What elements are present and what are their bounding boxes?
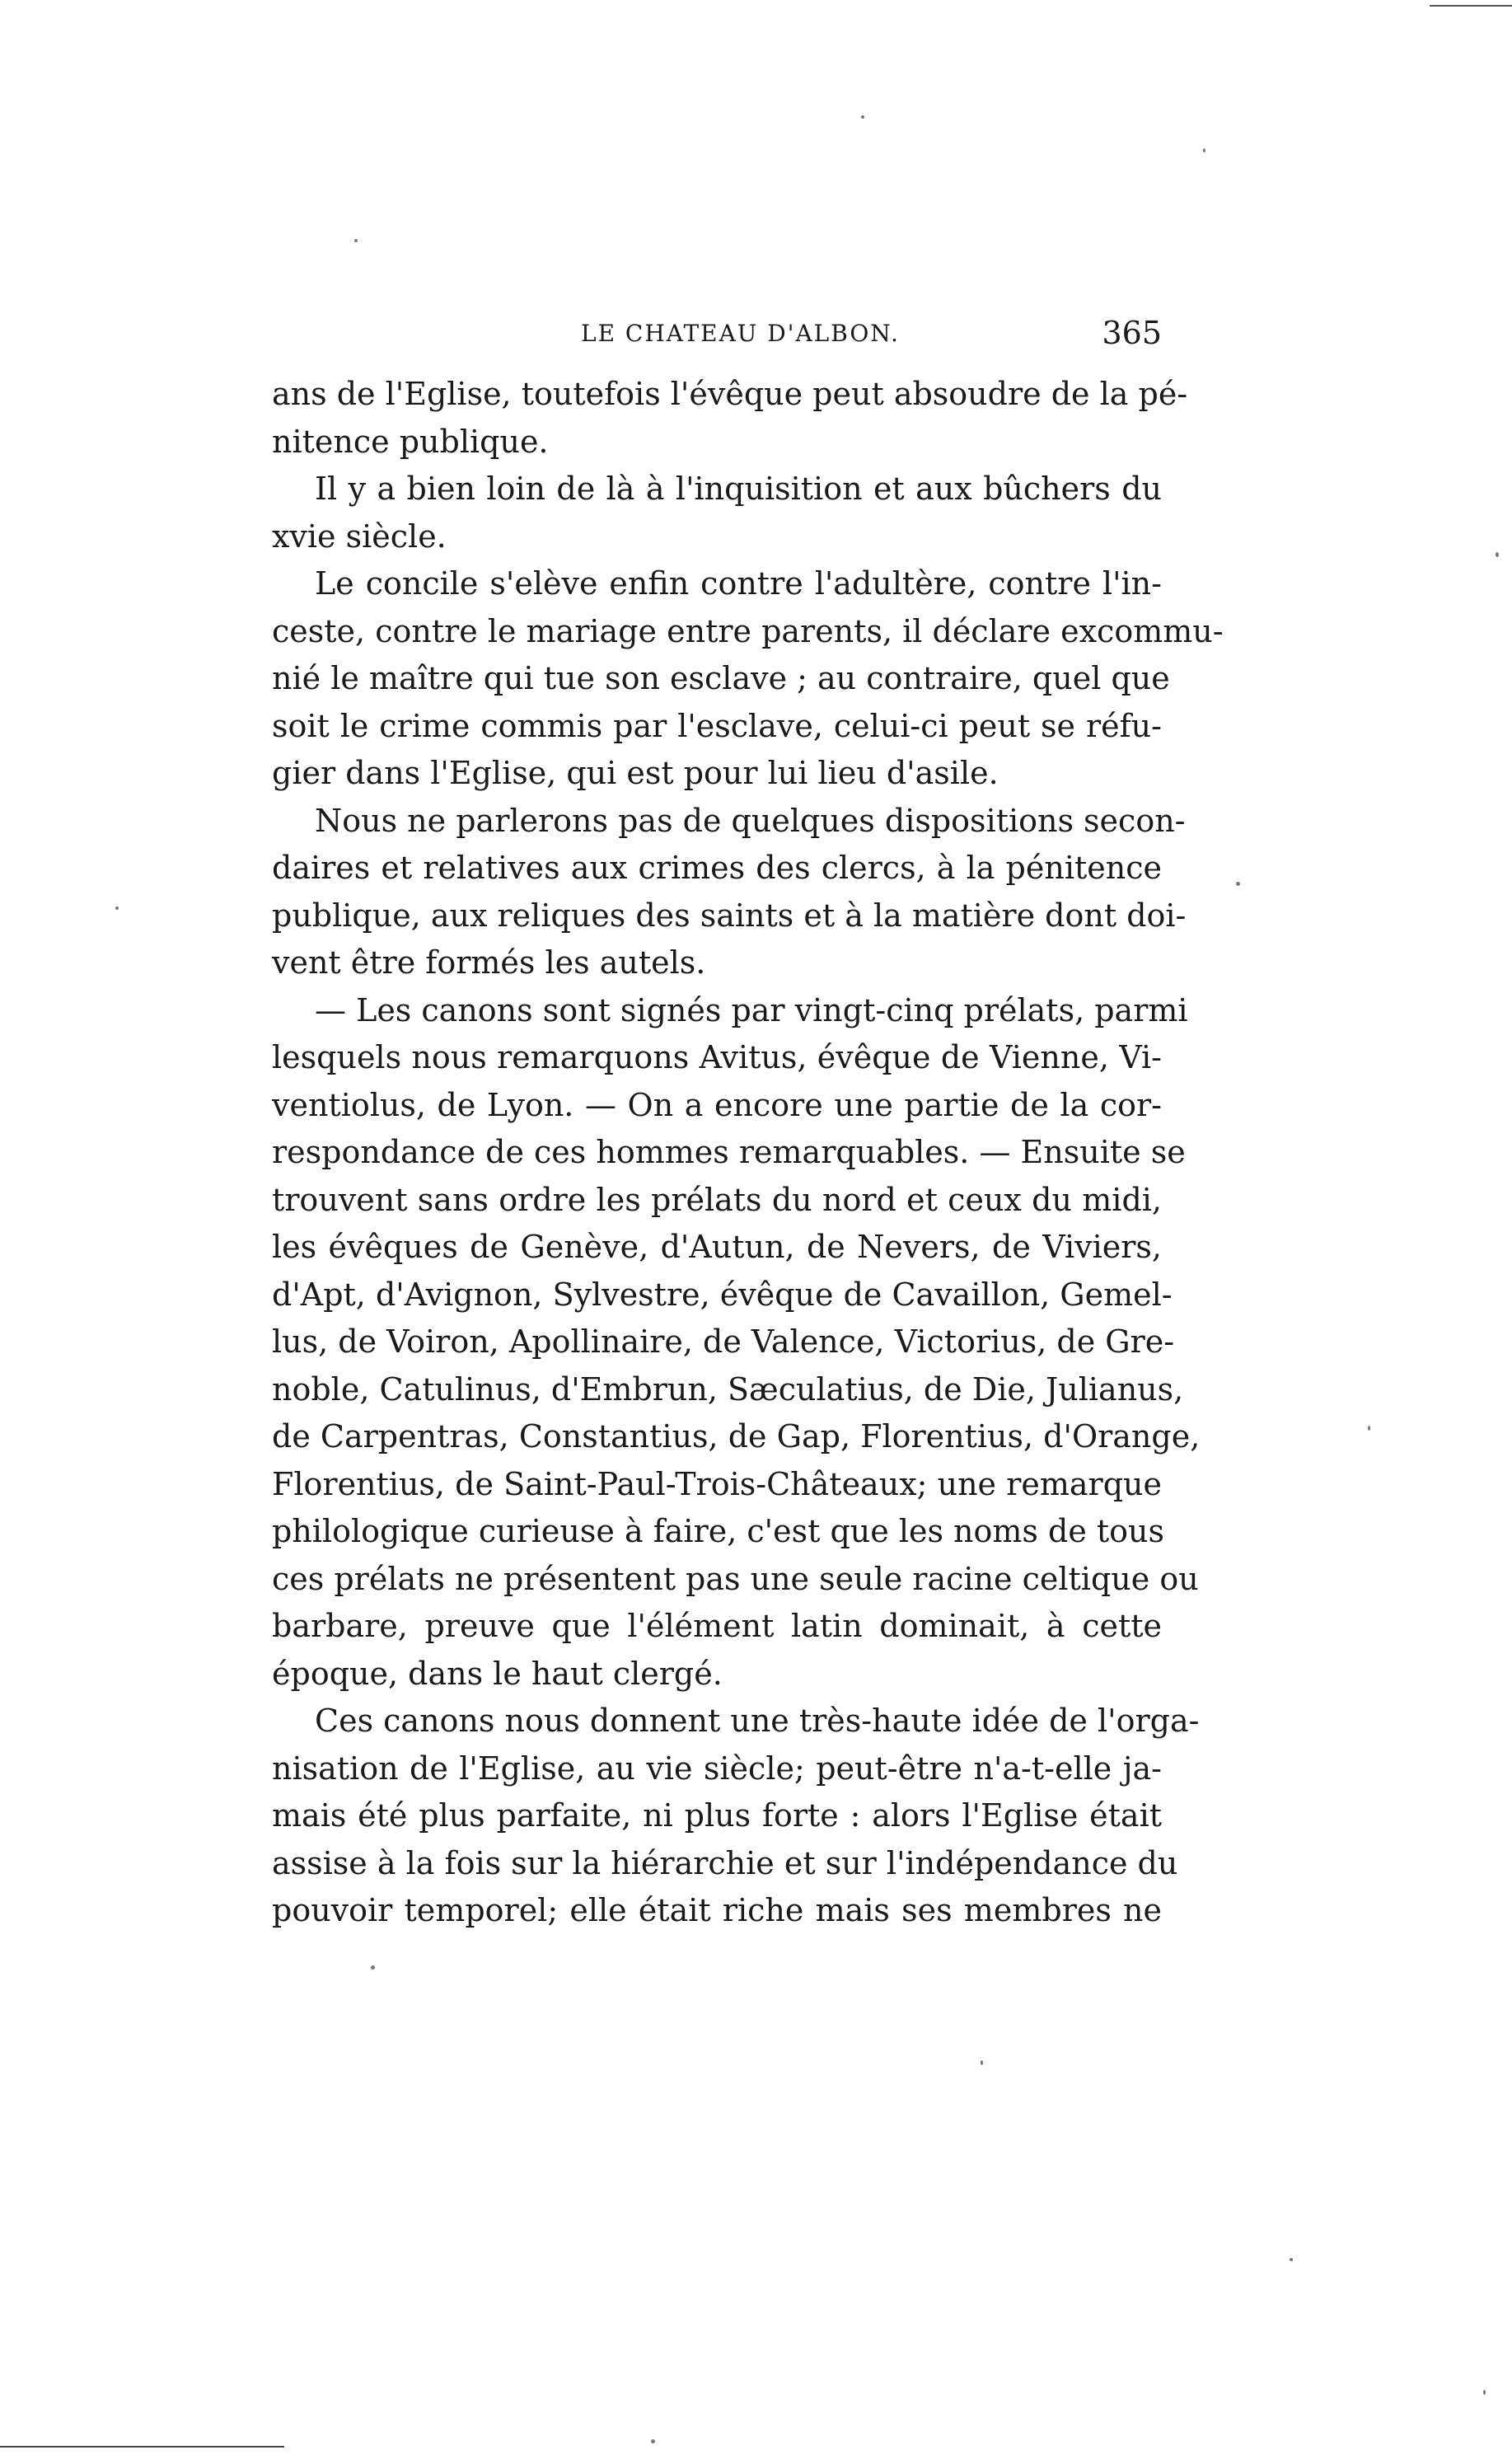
text-line: Nous ne parlerons pas de quelques dispositions secon- <box>315 802 1186 839</box>
text-line: mais été plus parfaite, ni plus forte : alors l'Eglise était <box>272 1797 1162 1834</box>
text-line: vent être formés les autels. <box>272 944 706 981</box>
text-line: soit le crime commis par l'esclave, celui-ci peut se réfu- <box>272 707 1162 744</box>
text-line: d'Apt, d'Avignon, Sylvestre, évêque de Cavaillon, Gemel- <box>272 1276 1173 1313</box>
running-head: LE CHATEAU D'ALBON. <box>581 320 900 347</box>
text-line: ces prélats ne présentent pas une seule racine celtique ou <box>272 1560 1199 1597</box>
text-line: respondance de ces hommes remarquables. — Ensuite se <box>272 1134 1186 1170</box>
text-line: ans de l'Eglise, toutefois l'évêque peut absoudre de la pé- <box>272 376 1188 412</box>
text-line: Il y a bien loin de là à l'inquisition et aux bûchers du <box>315 471 1162 507</box>
text-line: lesquels nous remarquons Avitus, évêque de Vienne, Vi- <box>272 1039 1162 1075</box>
scan-speck <box>1368 1426 1370 1431</box>
text-line: ventiolus, de Lyon. — On a encore une partie de la cor- <box>272 1086 1162 1123</box>
text-line: assise à la fois sur la hiérarchie et sur l'indépendance du <box>272 1844 1178 1881</box>
text-line: Le concile s'elève enfin contre l'adultère, contre l'in- <box>315 565 1162 602</box>
edge-rule-top <box>1430 5 1512 7</box>
text-line: — Les canons sont signés par vingt-cinq prélats, parmi <box>315 991 1188 1028</box>
scan-speck <box>981 2060 983 2065</box>
scan-speck <box>371 1965 375 1970</box>
scan-speck <box>1290 2258 1293 2261</box>
scan-speck <box>354 239 358 242</box>
scan-speck <box>861 115 864 119</box>
text-line: philologique curieuse à faire, c'est que les noms de tous <box>272 1513 1165 1549</box>
text-body <box>272 371 1224 1935</box>
text-line: xvie siècle. <box>272 518 447 555</box>
page-number: 365 <box>1102 315 1162 351</box>
text-line: publique, aux reliques des saints et à la matière dont doi- <box>272 897 1187 934</box>
text-line: époque, dans le haut clergé. <box>272 1655 723 1692</box>
text-line: les évêques de Genève, d'Autun, de Nevers, de Viviers, <box>272 1229 1162 1265</box>
scan-speck <box>1483 2390 1486 2395</box>
text-line: gier dans l'Eglise, qui est pour lui lieu d'asile. <box>272 755 999 791</box>
page-header <box>272 315 1162 364</box>
scan-speck <box>1236 882 1240 886</box>
text-line: barbare, preuve que l'élément latin dominait, à cette <box>272 1608 1162 1644</box>
text-line: pouvoir temporel; elle était riche mais ses membres ne <box>272 1892 1162 1928</box>
text-line: trouvent sans ordre les prélats du nord et ceux du midi, <box>272 1181 1162 1218</box>
text-line: nié le maître qui tue son esclave ; au contraire, quel que <box>272 660 1170 696</box>
text-line: noble, Catulinus, d'Embrun, Sæculatius, de Die, Julianus, <box>272 1370 1184 1408</box>
text-line: Florentius, de Saint-Paul-Trois-Châteaux; une remarque <box>272 1465 1162 1502</box>
text-line: de Carpentras, Constantius, de Gap, Florentius, d'Orange, <box>272 1418 1201 1455</box>
text-line: nisation de l'Eglise, au vie siècle; peut-être n'a-t-elle ja- <box>272 1750 1162 1787</box>
text-line: lus, de Voiron, Apollinaire, de Valence, Victorius, de Gre- <box>272 1323 1175 1360</box>
scan-speck <box>115 906 119 910</box>
text-line: daires et relatives aux crimes des clercs, à la pénitence <box>272 850 1162 886</box>
edge-rule-bottom <box>0 2446 284 2448</box>
scan-speck <box>1496 552 1499 557</box>
scan-speck <box>651 2439 655 2443</box>
text-line: ceste, contre le mariage entre parents, il déclare excommu- <box>272 612 1224 649</box>
text-line: Ces canons nous donnent une très-haute idée de l'orga- <box>315 1703 1200 1739</box>
scan-speck <box>1203 148 1205 152</box>
text-line: nitence publique. <box>272 423 549 460</box>
